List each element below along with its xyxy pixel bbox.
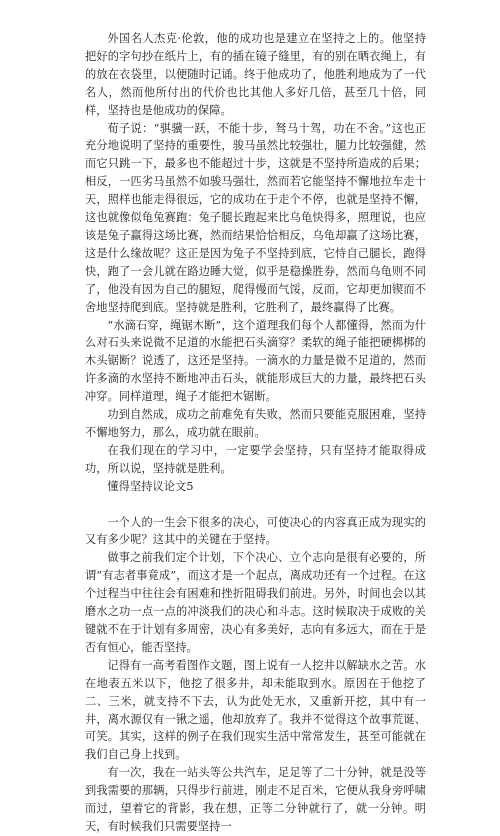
paragraph: 有一次，我在一站头等公共汽车，足足等了二十分钟，就是没等到我需要的那辆，只得步行前进，刚走不足百米，它便从我身旁呼啸而过，望着它的背影，我在想，正等二分钟就行了，就一分钟。明天，有时候我们只需要坚持一: [85, 766, 426, 833]
paragraph: 荀子说：“骐骥一跃，不能十步，驽马十驾，功在不舍。”这也正充分地说明了坚持的重要性，骏马虽然比较强壮，腿力比较强健，然而它只跳一下，最多也不能超过十步，这就是不坚持所造成的后果；相反，一匹劣马虽然不如骏马强壮，然而若它能坚持不懈地拉车走十天，照样也能走得很远，它的成功在于走个不停，也就是坚持不懈，这也就像似龟兔赛跑：兔子腿长跑起来比乌龟快得多，照理说，也应该是兔子赢得这场比赛，然而结果恰恰相反，乌龟却赢了这场比赛，这是什么缘故呢？这正是因为兔子不坚持到底，它恃自己腿长，跑得快，跑了一会儿就在路边睡大觉，似乎是稳操胜券，然而乌龟则不同了，他没有因为自己的腿短，爬得慢而气馁，反而，它却更加锲而不舍地坚持爬到底。坚持就是胜利，它胜利了，最终赢得了比赛。: [85, 121, 426, 314]
paragraph: 做事之前我们定个计划，下个决心、立个志向是很有必要的，所谓“有志者事竟成”，而这才是一个起点，离成功还有一个过程。在这个过程当中往往会有困难和挫折阻碍我们前进。另外，时间也会以其磨水之功一点一点的冲淡我们的决心和斗志。这时候取决于成败的关键就不在于计划有多周密，决心有多美好，志向有多远大，而在于是否有恒心，能否坚持。: [85, 551, 426, 654]
section-title: 懂得坚持议论文5: [107, 479, 194, 493]
paragraph: 在我们现在的学习中，一定要学会坚持，只有坚持才能取得成功，所以说，坚持就是胜利。: [85, 443, 426, 475]
paragraph: “水滴石穿，绳锯木断”，这个道理我们每个人都懂得，然而为什么对石头来说微不足道的水能把石头滴穿？柔软的绳子能把硬梆梆的木头锯断？说透了，这还是坚持。一滴水的力量是微不足道的，然而许多滴的水坚持不断地冲击石头，就能形成巨大的力量，最终把石头冲穿。同样道理，绳子才能把木锯断。: [85, 318, 426, 404]
paragraph: 记得有一高考看图作文题，图上说有一人挖井以解缺水之苦。水在地表五米以下，他挖了很多井，却未能取到水。原因在于他挖了二、三米，就支持不下去，认为此处无水，又重新开挖，其中有一井，离水源仅有一锹之遥，他却放弃了。我并不觉得这个故事荒诞、可笑。其实，这样的例子在我们现实生活中常常发生，甚至可能就在我们自己身上找到。: [85, 658, 426, 762]
paragraph: 功到自然成，成功之前难免有失败，然而只要能克服困难，坚持不懈地努力，那么，成功就在眼前。: [85, 408, 426, 439]
section-spacer: [85, 496, 426, 514]
paragraph: 一个人的一生会下很多的决心，可使决心的内容真正成为现实的又有多少呢？这其中的关键在于坚持。: [85, 515, 426, 547]
paragraph: 外国名人杰克·伦敦，他的成功也是建立在坚持之上的。他坚持把好的字句抄在纸片上，有的插在镜子缝里，有的别在晒衣绳上，有的放在衣袋里，以便随时记诵。终于他成功了，他胜利地成为了一代名人，然而他所付出的代价也比其他人多好几倍，甚至几十倍，同样，坚持也是他成功的保障。: [85, 32, 426, 117]
